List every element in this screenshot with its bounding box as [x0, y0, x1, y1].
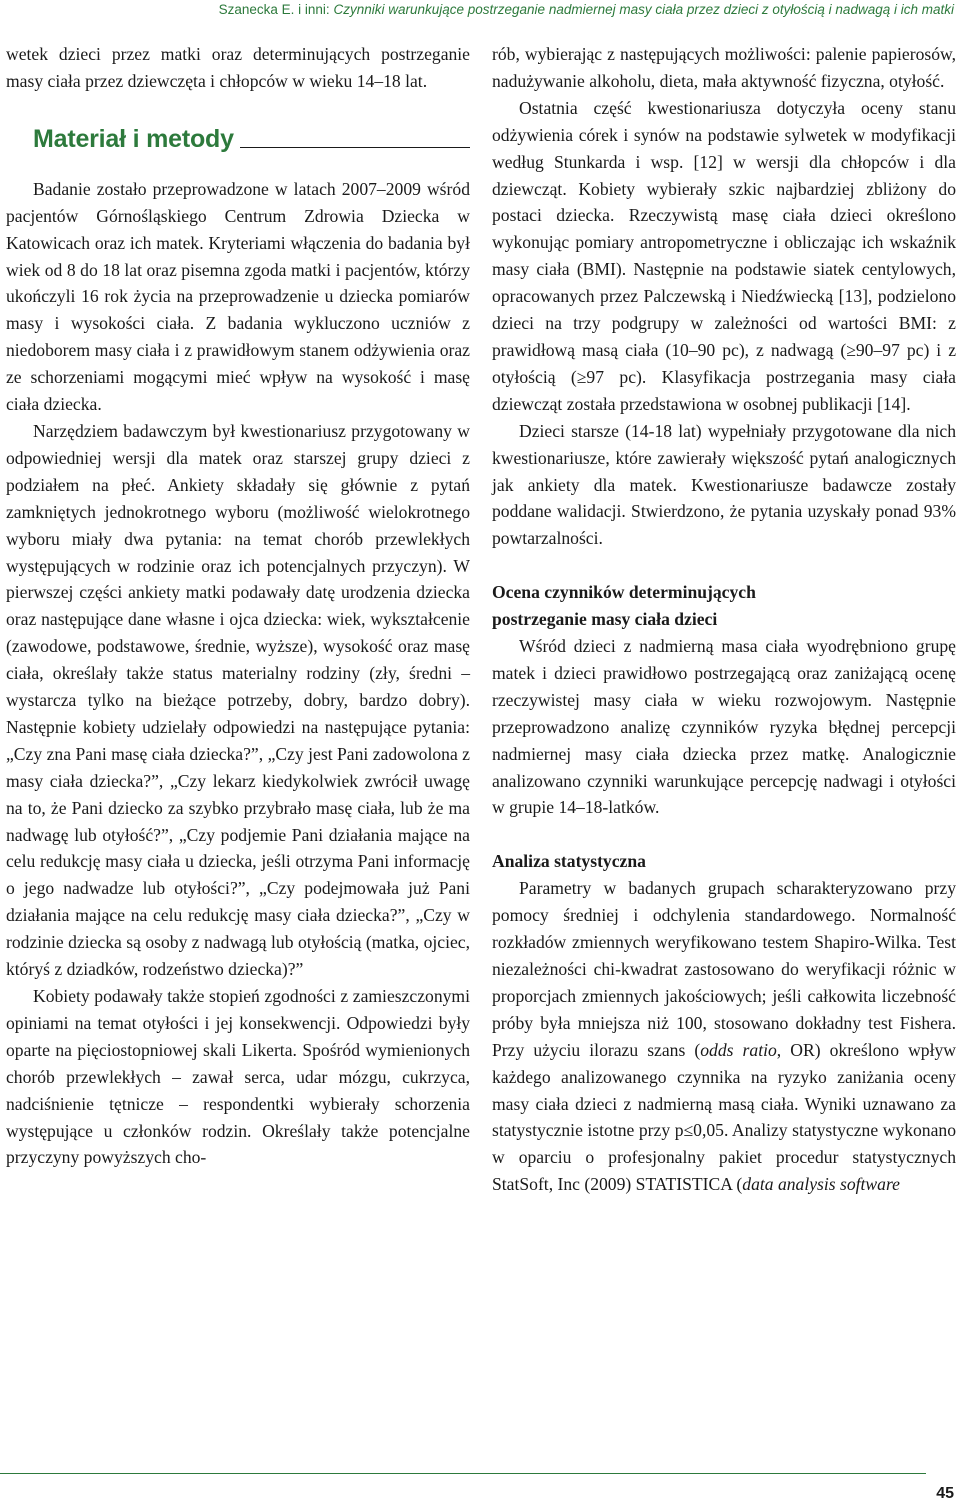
- left-column: [6, 41, 470, 1171]
- determinants-paragraph: Wśród dzieci z nadmierną masa ciała wyodrębniono grupę matek i dzieci prawidłowo postrzegającą oraz zaniżającą ocenę rzeczywistej masy ciała w wieku rozwojowym. Następnie przeprowadzono analizę czynników ryzyka błędnej percepcji nadmiernej masy ciała dziecka przez matkę. Analogicznie analizowano czynniki warunkujące percepcję nadwagi i otyłości w grupie 14–18-latków.: [492, 636, 956, 818]
- footer-rule: [0, 1473, 926, 1474]
- odds-ratio-term: odds ratio: [700, 1039, 777, 1060]
- page-number: 45: [936, 1485, 954, 1502]
- statistics-paragraph: [492, 875, 956, 1198]
- spacer: [492, 821, 956, 848]
- subheading-determinants-line-2: postrzeganie masy ciała dzieci: [492, 609, 718, 630]
- methods-paragraph-6: Dzieci starsze (14-18 lat) wypełniały przygotowane dla nich kwestionariusze, które zawierały większość pytań analogicznych jak ankiety dla matek. Kwestionariusze badawcze zostały poddane walidacji. Stwierdzono, że pytania uzyskały ponad 93% powtarzalności.: [492, 420, 956, 549]
- running-head: [219, 0, 954, 20]
- section-heading-rule: [240, 147, 470, 148]
- methods-paragraph-5: Ostatnia część kwestionariusza dotyczyła oceny stanu odżywienia córek i synów na podstawie sylwetek w modyfikacji według Stunkarda i wsp. [12] w wersji dla chłopców i dla dziewcząt. Kobiety wybierały szkic najbardziej zbliżony do postaci dziecka. Rzeczywistą masę ciała dzieci określono wykonując pomiary antropometryczne i obliczając ich wskaźnik masy ciała (BMI). Następnie na podstawie siatek centylowych, opracowanych przez Palczewską i Niedźwiecką [13], podzielono dzieci na trzy podgrupy w zależności od wartości BMI: z prawidłową masą ciała (10–90 pc), z nadwagą (≥90–97 pc) i z otyłością (≥97 pc). Klasyfikacja postrzegania masy ciała dziewcząt została przedstawiona w osobnej publikacji [14].: [492, 97, 956, 414]
- section-title: Materiał i metody: [33, 124, 234, 153]
- subheading-determinants: [492, 579, 956, 633]
- section-heading: [33, 123, 470, 155]
- subheading-statistics: Analiza statystyczna: [492, 851, 646, 872]
- statistics-text-part-1: Parametry w badanych grupach scharakteryzowano przy pomocy średniej i odchylenia standardowego. Normalność rozkładów zmiennych weryfikowano testem Shapiro-Wilka. Test niezależności chi-kwadrat zastosowano do weryfikacji różnic w proporcjach zmiennych jakościowych; jeśli całkowita liczebność próby była mniejsza niż 100, stosowano dokładny test Fishera. Przy użyciu ilorazu szans (: [492, 878, 956, 1060]
- software-term: data analysis software: [742, 1174, 900, 1195]
- subheading-determinants-line-1: Ocena czynników determinujących: [492, 582, 756, 603]
- running-head-title: Czynniki warunkujące postrzeganie nadmiernej masy ciała przez dzieci z otyłością i nadwagą i ich matki: [333, 2, 954, 17]
- intro-paragraph: wetek dzieci przez matki oraz determinujących postrzeganie masy ciała przez dziewczęta i chłopców w wieku 14–18 lat.: [6, 44, 470, 91]
- right-column: [492, 41, 956, 1198]
- spacer: [492, 552, 956, 579]
- methods-paragraph-4: rób, wybierając z następujących możliwości: palenie papierosów, nadużywanie alkoholu, dieta, mała aktywność fizyczna, otyłość.: [492, 44, 956, 91]
- running-head-authors: Szanecka E. i inni:: [218, 2, 330, 17]
- methods-paragraph-2: Narzędziem badawczym był kwestionariusz przygotowany w odpowiedniej wersji dla matek oraz starszej grupy dzieci z podziałem na płeć. Ankiety składały się głównie z pytań zamkniętych jednokrotnego wyboru (możliwość wielokrotnego wyboru miały dwa pytania: na temat chorób przewlekłych występujących w rodzinie oraz ich potencjalnych przyczyn). W pierwszej części ankiety matki podawały datę urodzenia dziecka oraz następujące dane własne i ojca dziecka: wiek, wykształcenie (zawodowe, podstawowe, średnie, wyższe), wysokość oraz masę ciała, określały także status materialny rodziny (zły, średni – wystarcza tylko na bieżące potrzeby, dobry, bardzo dobry). Następnie kobiety udzielały odpowiedzi na następujące pytania: „Czy zna Pani masę ciała dziecka?”, „Czy jest Pani zadowolona z masy ciała dziecka?”, „Czy lekarz kiedykolwiek zwrócił uwagę na to, że Pani dziecko za szybko przybrało masę ciała, lub że ma nadwagę lub otyłość?”, „Czy podjemie Pani działania mające na celu redukcję masy ciała u dziecka, jeśli otrzyma Pani informację o jego nadwadze lub otyłości?”, „Czy podejmowała już Pani działania mające na celu redukcję masy ciała dziecka?”, „Czy w rodzinie dziecka są osoby z nadwagą lub otyłością (matka, ojciec, któryś z dziadków, rodzeństwo dziecka)?”: [6, 420, 470, 980]
- statistics-text-part-2: , OR) określono wpływ każdego analizowanego czynnika na ryzyko zaniżania oceny masy ciała dzieci z nadmierną masą ciała. Wyniki uznawano za statystycznie istotne przy p≤0,05. Analizy statystyczne wykonano w oparciu o profesjonalny pakiet procedur statystycznych StatSoft, Inc (2009) STATISTICA (: [492, 1039, 956, 1195]
- methods-paragraph-1: Badanie zostało przeprowadzone w latach 2007–2009 wśród pacjentów Górnośląskiego Centrum Zdrowia Dziecka w Katowicach oraz ich matek. Kryteriami włączenia do badania był wiek od 8 do 18 lat oraz pisemna zgoda matki i pacjentów, którzy ukończyli 16 rok życia na przeprowadzenie u dziecka pomiarów masy i wysokości ciała. Z badania wykluczono uczniów z niedoborem masy ciała i z prawidłowym stanem odżywienia oraz ze schorzeniami mogącymi mieć wpływ na wysokość i masę ciała dziecka.: [6, 178, 470, 415]
- methods-paragraph-3: Kobiety podawały także stopień zgodności z zamieszczonymi opiniami na temat otyłości i jej konsekwencji. Odpowiedzi były oparte na pięciostopniowej skali Likerta. Spośród wymienionych chorób przewlekłych – zawał serca, udar mózgu, cukrzyca, nadciśnienie tętnicze – respondentki wybierały schorzenia występujące u członków rodzin. Określały także potencjalne przyczyny powyższych cho-: [6, 986, 470, 1168]
